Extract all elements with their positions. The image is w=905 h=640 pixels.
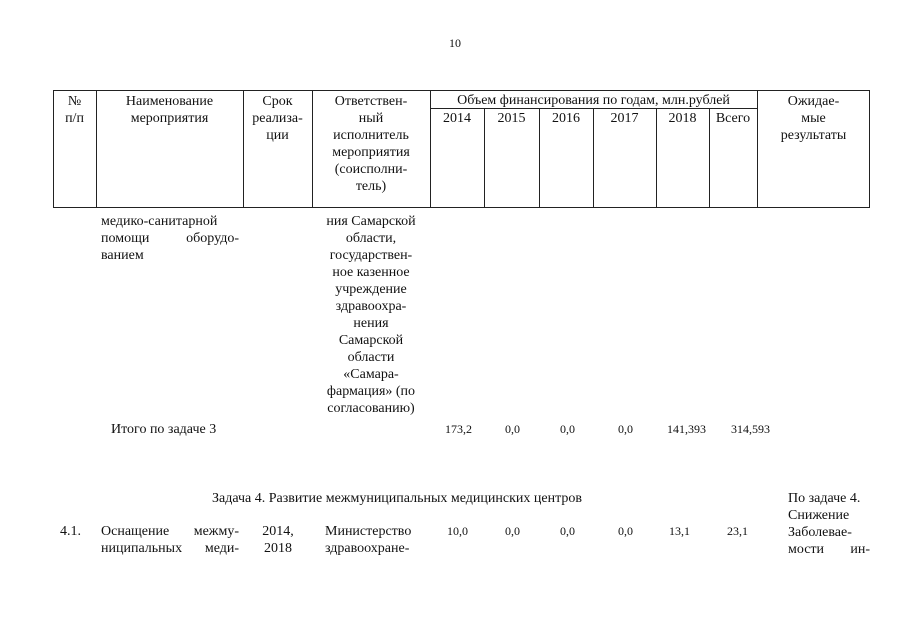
cell-line: фармация» (по [326, 384, 416, 399]
cell-line: области [347, 350, 395, 365]
row-value-2017: 0,0 [618, 524, 633, 538]
header-year: 2015 [497, 111, 526, 126]
header-name [96, 93, 243, 127]
task4-results [788, 490, 870, 524]
header-text: мые [801, 111, 826, 126]
cell-line: здравоохране- [325, 541, 410, 556]
header-year: 2016 [552, 111, 580, 126]
header-text: п/п [65, 111, 84, 126]
header-number [53, 93, 96, 127]
cell-line: медико-санитарной [101, 214, 218, 229]
header-text: № [67, 94, 82, 109]
cell-line: нения [353, 316, 389, 331]
header-responsible [312, 93, 430, 195]
row-value-2015: 0,0 [505, 524, 520, 538]
row-value-2018: 13,1 [669, 524, 690, 538]
cell-line: государствен- [329, 248, 413, 263]
cell-line: согласованию) [327, 401, 415, 416]
cell-line: По задаче 4. [788, 491, 861, 506]
task4-title: Задача 4. Развитие межмуниципальных медицинских центров [212, 491, 582, 506]
cell-line: мости ин- [788, 542, 870, 557]
cell-line: ванием [101, 248, 144, 263]
row-number: 4.1. [60, 524, 81, 539]
row-value-2014: 10,0 [447, 524, 468, 538]
cell-line: Оснащение межму- [101, 524, 239, 539]
header-text: ный [358, 111, 384, 126]
row-value-2016: 0,0 [560, 524, 575, 538]
row-results-cell [788, 524, 870, 558]
continued-name-cell [101, 213, 239, 264]
header-funding: Объем финансирования по годам, млн.рублей [457, 93, 730, 108]
header-year: 2014 [443, 111, 471, 126]
header-year: 2017 [610, 111, 639, 126]
header-term [243, 93, 312, 144]
header-text: мероприятия [332, 145, 410, 160]
header-text: ции [266, 128, 289, 143]
header-text: тель) [355, 179, 387, 194]
total-value-2014: 173,2 [445, 422, 472, 436]
cell-line: помощи оборудо- [101, 231, 239, 246]
header-results [757, 93, 870, 144]
cell-line: 2014, [262, 524, 294, 539]
header-text: реализа- [252, 111, 303, 126]
cell-line: Самарской [338, 333, 404, 348]
total-value-sum: 314,593 [731, 422, 770, 436]
header-year: 2018 [668, 111, 697, 126]
cell-line: Министерство [325, 524, 412, 539]
header-text: Наименование [125, 94, 214, 109]
header-text: Срок [262, 94, 293, 109]
header-total: Всего [715, 111, 751, 126]
cell-line: учреждение [335, 282, 407, 297]
row-value-sum: 23,1 [727, 524, 748, 538]
cell-line: ния Самарской [326, 214, 416, 229]
header-text: результаты [780, 128, 847, 143]
cell-line: Заболевае- [788, 525, 852, 540]
continued-responsible-cell [312, 213, 430, 417]
total-task3-label: Итого по задаче 3 [111, 422, 217, 437]
total-value-2017: 0,0 [618, 422, 633, 436]
cell-line: здравоохра- [335, 299, 407, 314]
header-text: (соисполни- [334, 162, 408, 177]
cell-line: ниципальных меди- [101, 541, 239, 556]
cell-line: Снижение [788, 508, 850, 523]
header-text: исполнитель [333, 128, 409, 143]
row-name-cell [101, 523, 239, 557]
cell-line: ное казенное [332, 265, 410, 280]
header-text: Ожидае- [787, 94, 840, 109]
total-value-2015: 0,0 [505, 422, 520, 436]
page-number: 10 [449, 36, 461, 50]
cell-line: области, [345, 231, 397, 246]
header-text: мероприятия [130, 111, 209, 126]
row-responsible-cell [325, 523, 425, 557]
header-text: Ответствен- [334, 94, 408, 109]
row-term-cell [253, 523, 303, 557]
cell-line: 2018 [264, 541, 292, 556]
cell-line: «Самара- [343, 367, 399, 382]
total-value-2016: 0,0 [560, 422, 575, 436]
total-value-2018: 141,393 [667, 422, 706, 436]
